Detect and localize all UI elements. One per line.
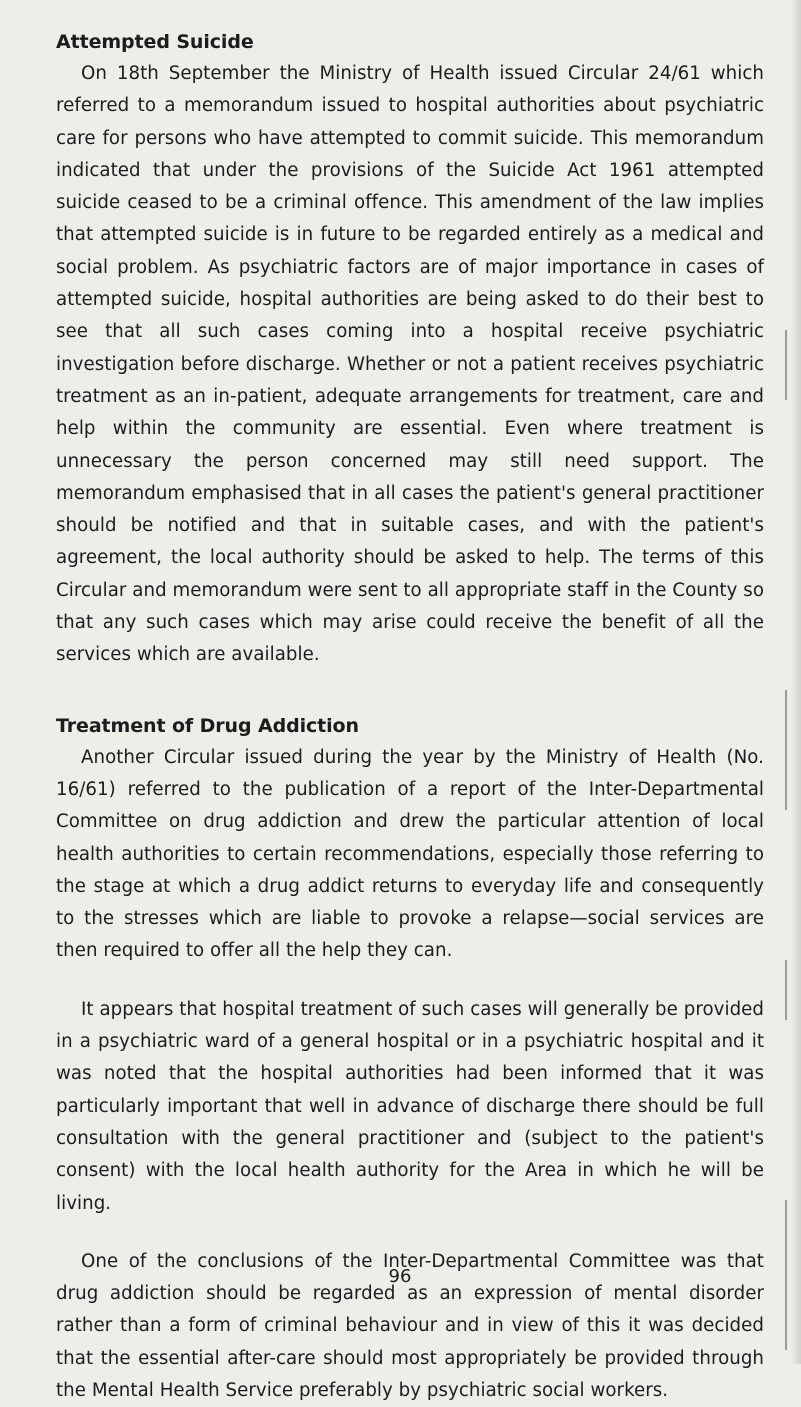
page-edge-shadow <box>791 0 801 1364</box>
page-content <box>56 26 764 1407</box>
paragraph: On 18th September the Ministry of Health issued Circular 24/61 which referred to a memorandum issued to hospital authorities about psychiatric care for persons who have attempted to commit suicide. This memorandum indicated that under the provisions of the Suicide Act 1961 attempted suicide ceased to be a criminal offence. This amendment of the law implies that attempted suicide is in future to be regarded entirely as a medical and social problem. As psychiatric factors are of major importance in cases of attempted suicide, hospital authorities are being asked to do their best to see that all such cases coming into a hospital receive psychiatric investigation before discharge. Whether or not a patient receives psychiatric treatment as an in-patient, adequate arrangements for treatment, care and help within the community are essential. Even where treatment is unnecessary the person concerned may still need support. The memorandum emphasised that in all cases the patient's general practitioner should be notified and that in suitable cases, and with the patient's agreement, the local authority should be asked to help. The terms of this Circular and memorandum were sent to all appropriate staff in the County so that any such cases which may arise could receive the benefit of all the services which are available. <box>56 63 764 666</box>
page-edge-mark <box>785 330 787 400</box>
page-edge-mark <box>785 1200 787 1350</box>
page-number: 96 <box>388 1266 412 1287</box>
section-heading: Attempted Suicide <box>56 31 254 53</box>
page-edge-mark <box>785 960 787 1020</box>
paragraph: It appears that hospital treatment of such cases will generally be provided in a psychiatric ward of a general hospital or in a psychiatric hospital and it was noted that the hospital authorities had been informed that it was particularly important that well in advance of discharge there should be full consultation with the general practitioner and (subject to the patient's consent) with the local health authority for the Area in which he will be living. <box>56 998 764 1214</box>
paragraph-spacer <box>56 968 764 994</box>
page-edge-mark <box>785 690 787 810</box>
section-spacer <box>56 672 764 710</box>
paragraph: One of the conclusions of the Inter-Departmental Committee was that drug addiction should be regarded as an expression of mental disorder rather than a form of criminal behaviour and in view of this it was decided that the essential after-care should most appropriately be provided through the Mental Health Service preferably by psychiatric social workers. <box>56 1250 764 1401</box>
section-heading: Treatment of Drug Addiction <box>56 714 359 737</box>
section-attempted-suicide <box>56 26 764 672</box>
paragraph: Another Circular issued during the year by the Ministry of Health (No. 16/61) referred to the publication of a report of the Inter-Departmental Committee on drug addiction and drew the particular attention of local health authorities to certain recommendations, especially those referring to the stage at which a drug addict returns to everyday life and consequently to the stresses which are liable to provoke a relapse—social services are then required to offer all the help they can. <box>56 746 764 962</box>
section-treatment-of-drug-addiction <box>56 710 764 1407</box>
paragraph-spacer <box>56 1220 764 1246</box>
